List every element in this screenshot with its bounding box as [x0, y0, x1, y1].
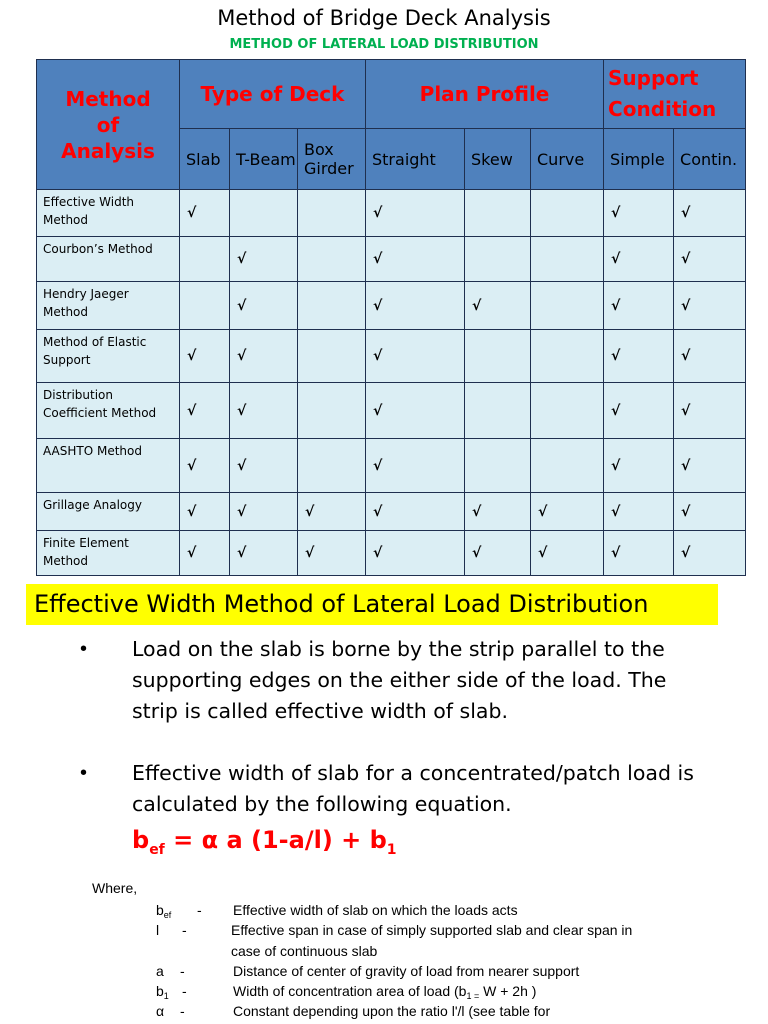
- subheader-box-girder: Box Girder: [298, 129, 366, 190]
- method-name: Effective Width Method: [37, 190, 180, 237]
- check-cell-continuous: √: [674, 439, 746, 493]
- check-cell-skew: [465, 237, 531, 282]
- check-cell-slab: √: [180, 330, 230, 383]
- check-cell-curve: [531, 383, 604, 439]
- check-cell-box-girder: [298, 190, 366, 237]
- method-name: Finite Element Method: [37, 531, 180, 576]
- check-cell-slab: [180, 282, 230, 330]
- def-dash: -: [182, 922, 187, 938]
- check-cell-t-beam: √: [230, 330, 298, 383]
- section-banner: [26, 584, 718, 625]
- def-dash: -: [197, 902, 202, 918]
- check-cell-box-girder: [298, 237, 366, 282]
- check-cell-continuous: √: [674, 383, 746, 439]
- check-cell-straight: √: [366, 330, 465, 383]
- check-cell-t-beam: [230, 190, 298, 237]
- check-cell-simple: √: [604, 493, 674, 531]
- bullet-icon: •: [80, 638, 88, 660]
- check-cell-curve: [531, 439, 604, 493]
- def-dash: -: [182, 983, 187, 999]
- def-text-alpha: Constant depending upon the ratio l'/l (see table for: [233, 1003, 551, 1019]
- check-cell-simple: √: [604, 190, 674, 237]
- def-symbol-l: l: [156, 922, 160, 938]
- method-name: Grillage Analogy: [37, 493, 180, 531]
- check-cell-t-beam: √: [230, 493, 298, 531]
- subheader-t-beam: T-Beam: [230, 129, 298, 190]
- check-cell-curve: √: [531, 531, 604, 576]
- check-cell-continuous: √: [674, 190, 746, 237]
- table-row: [37, 237, 746, 282]
- method-of-analysis-header: Method of Analysis: [37, 60, 180, 190]
- bullet-icon: •: [80, 762, 88, 784]
- method-name: Distribution Coefficient Method: [37, 383, 180, 439]
- plan-profile-header: Plan Profile: [366, 60, 604, 129]
- page-subtitle: METHOD OF LATERAL LOAD DISTRIBUTION: [229, 37, 539, 52]
- check-cell-skew: [465, 439, 531, 493]
- def-text-a: Distance of center of gravity of load from nearer support: [233, 963, 580, 979]
- def-dash: -: [180, 1003, 185, 1019]
- def-text-bef: Effective width of slab on which the loads acts: [233, 902, 518, 918]
- bullet-text-2: Effective width of slab for a concentrated/patch load is calculated by the following equation.: [132, 761, 694, 816]
- check-cell-straight: √: [366, 237, 465, 282]
- check-cell-skew: [465, 190, 531, 237]
- check-cell-curve: [531, 237, 604, 282]
- type-of-deck-header: Type of Deck: [180, 60, 366, 129]
- check-cell-continuous: √: [674, 330, 746, 383]
- check-cell-curve: [531, 282, 604, 330]
- effective-width-formula: $b_{ef} = \alpha$ a $(1-a/l) + b_1$: [132, 826, 397, 858]
- subheader-curve: Curve: [531, 129, 604, 190]
- banner-text: Effective Width Method of Lateral Load Distribution: [34, 590, 649, 618]
- check-cell-t-beam: √: [230, 237, 298, 282]
- check-cell-simple: √: [604, 439, 674, 493]
- check-cell-skew: √: [465, 282, 531, 330]
- table-row: [37, 439, 746, 493]
- check-cell-simple: √: [604, 237, 674, 282]
- check-cell-straight: √: [366, 190, 465, 237]
- table-row: [37, 330, 746, 383]
- check-cell-continuous: √: [674, 531, 746, 576]
- check-cell-straight: √: [366, 439, 465, 493]
- check-cell-curve: [531, 190, 604, 237]
- subheader-simple: Simple: [604, 129, 674, 190]
- check-cell-box-girder: [298, 383, 366, 439]
- def-symbol-alpha: α: [156, 1003, 165, 1019]
- check-cell-straight: √: [366, 493, 465, 531]
- support-condition-header: Support Condition: [604, 60, 746, 129]
- check-cell-slab: √: [180, 531, 230, 576]
- def-symbol-a: a: [156, 963, 164, 979]
- check-cell-slab: √: [180, 383, 230, 439]
- def-text-l-cont: case of continuous slab: [231, 943, 378, 959]
- subheader-skew: Skew: [465, 129, 531, 190]
- check-cell-slab: [180, 237, 230, 282]
- check-cell-box-girder: [298, 282, 366, 330]
- def-symbol-bef: $b_{ef}$: [156, 902, 172, 920]
- def-text-l: Effective span in case of simply supported slab and clear span in: [231, 922, 633, 938]
- table-row: [37, 383, 746, 439]
- check-cell-simple: √: [604, 282, 674, 330]
- check-cell-curve: [531, 330, 604, 383]
- check-cell-t-beam: √: [230, 439, 298, 493]
- check-cell-straight: √: [366, 282, 465, 330]
- check-cell-slab: √: [180, 493, 230, 531]
- check-cell-box-girder: [298, 330, 366, 383]
- subheader-continuous: Contin.: [674, 129, 746, 190]
- methods-table: [36, 59, 746, 576]
- method-name: Courbon’s Method: [37, 237, 180, 282]
- check-cell-slab: √: [180, 439, 230, 493]
- method-name: AASHTO Method: [37, 439, 180, 493]
- check-cell-straight: √: [366, 531, 465, 576]
- subheader-slab: Slab: [180, 129, 230, 190]
- method-name: Method of Elastic Support: [37, 330, 180, 383]
- def-symbol-b1: $b_1$: [156, 983, 169, 1001]
- page-title: Method of Bridge Deck Analysis: [217, 6, 551, 30]
- check-cell-box-girder: [298, 439, 366, 493]
- check-cell-simple: √: [604, 383, 674, 439]
- def-text-b1: Width of concentration area of load ($b_{1 =}$ W + 2h ): [233, 983, 537, 1001]
- check-cell-simple: √: [604, 531, 674, 576]
- subheader-straight: Straight: [366, 129, 465, 190]
- check-cell-t-beam: √: [230, 282, 298, 330]
- check-cell-skew: √: [465, 531, 531, 576]
- check-cell-continuous: √: [674, 282, 746, 330]
- def-dash: -: [180, 963, 185, 979]
- check-cell-box-girder: √: [298, 531, 366, 576]
- check-cell-t-beam: √: [230, 531, 298, 576]
- check-cell-continuous: √: [674, 493, 746, 531]
- check-cell-slab: √: [180, 190, 230, 237]
- check-cell-simple: √: [604, 330, 674, 383]
- method-name: Hendry Jaeger Method: [37, 282, 180, 330]
- check-cell-skew: √: [465, 493, 531, 531]
- table-row: [37, 493, 746, 531]
- bullet-text-1: Load on the slab is borne by the strip parallel to the supporting edges on the either side of the load. The strip is called effective width of slab.: [132, 637, 667, 723]
- check-cell-skew: [465, 383, 531, 439]
- table-row: [37, 282, 746, 330]
- check-cell-straight: √: [366, 383, 465, 439]
- check-cell-t-beam: √: [230, 383, 298, 439]
- table-row: [37, 531, 746, 576]
- check-cell-continuous: √: [674, 237, 746, 282]
- table-row: [37, 190, 746, 237]
- check-cell-curve: √: [531, 493, 604, 531]
- check-cell-skew: [465, 330, 531, 383]
- where-label: Where,: [92, 880, 138, 896]
- check-cell-box-girder: √: [298, 493, 366, 531]
